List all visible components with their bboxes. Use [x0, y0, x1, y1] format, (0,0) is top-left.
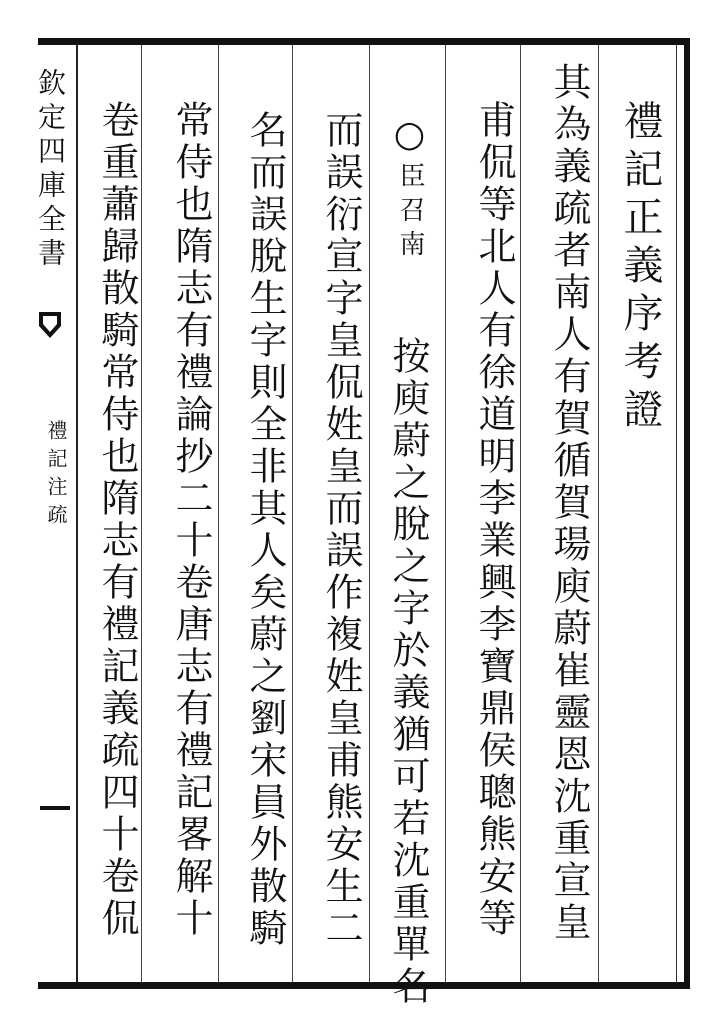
text-column-6: 常侍也隋志有禮論抄二十卷唐志有禮記畧解十	[169, 100, 213, 940]
column-rule	[445, 45, 446, 982]
column-rule	[141, 45, 142, 982]
margin-rule	[76, 45, 78, 982]
frame-right-inner-rule	[676, 45, 677, 982]
circle-mark: ○	[389, 114, 430, 155]
text-column-4: 而誤衍宣字皇侃姓皇而誤作複姓皇甫熊安生二	[319, 110, 363, 950]
column-3-main-text: 按庾蔚之脫之字於義猶可若沈重單名	[386, 336, 430, 1008]
margin-section-title: 禮記注疏	[44, 420, 68, 532]
text-column-2: 甫侃等北人有徐道明李業興李寶鼎侯聰熊安等	[472, 100, 516, 940]
column-rule	[369, 45, 370, 982]
text-column-3	[385, 62, 440, 1008]
annotator-note: 臣召南	[395, 162, 425, 264]
column-rule	[520, 45, 521, 982]
margin-book-title: 欽定四庫全書	[34, 68, 67, 272]
page-number	[40, 806, 70, 810]
column-rule	[598, 45, 599, 982]
text-column-5: 名而誤脫生字則全非其人矣蔚之劉宋員外散騎	[243, 110, 287, 950]
column-rule	[292, 45, 293, 982]
text-column-7: 卷重蕭歸散騎常侍也隋志有禮記義疏四十卷侃	[95, 100, 139, 940]
fish-tail-mark-icon	[39, 312, 61, 338]
column-rule	[218, 45, 219, 982]
frame-right-border	[684, 38, 690, 989]
document-title: 禮記正義序考證	[617, 100, 663, 436]
text-column-1: 其為義疏者南人有賀循賀瑒庾蔚崔靈恩沈重宣皇	[547, 62, 591, 944]
frame-top-border	[38, 38, 689, 45]
